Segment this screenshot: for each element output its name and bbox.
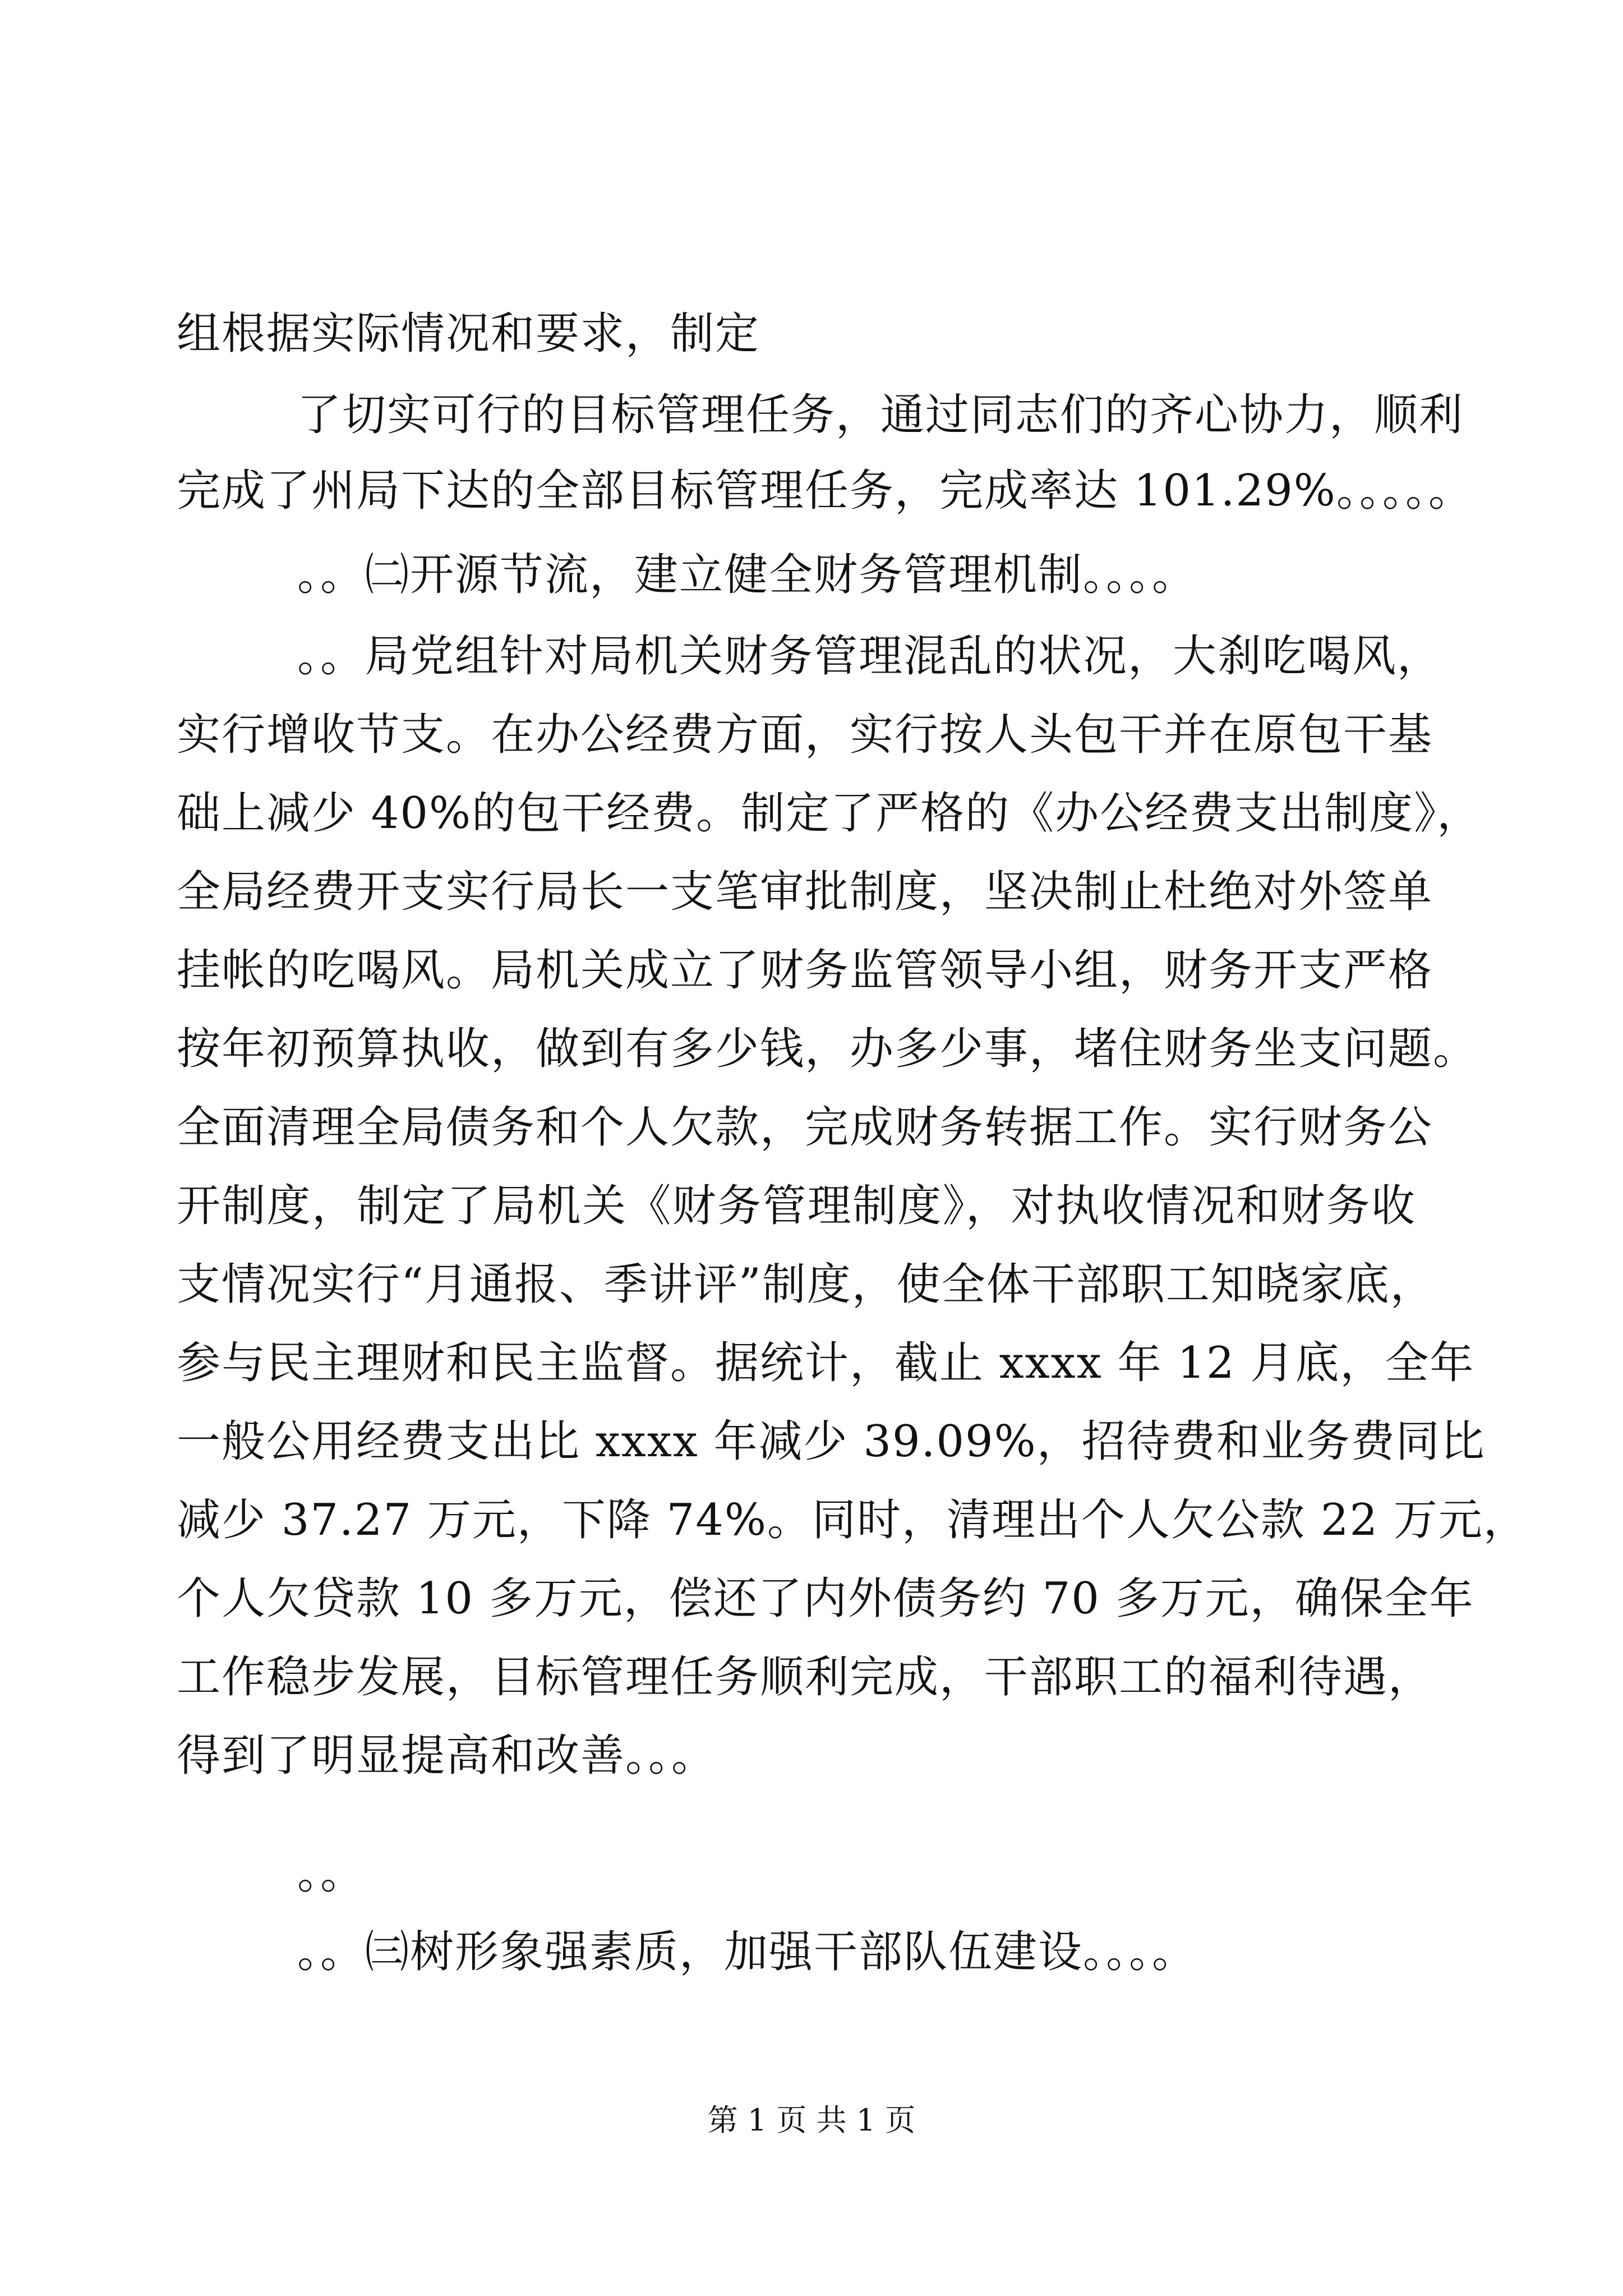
section-heading: 。。㈡开源节流，建立健全财务管理机制。。。。: [297, 550, 1197, 600]
text-line: 了切实可行的目标管理任务，通过同志们的齐心协力，顺利: [297, 390, 1464, 440]
text-line: 础上减少 40%的包干经费。制定了严格的《办公经费支出制度》，: [177, 788, 1482, 839]
text-line: 完成了州局下达的全部目标管理任务，完成率达 101.29%。。。。。: [177, 466, 1473, 516]
text-line: 按年初预算执收，做到有多少钱，办多少事，堵住财务坐支问题。: [177, 1024, 1478, 1074]
text-line: 。。局党组针对局机关财务管理混乱的状况，大刹吃喝风，: [297, 631, 1442, 682]
text-line: 全局经费开支实行局长一支笔审批制度，坚决制止杜绝对外签单: [177, 867, 1433, 917]
text-line: 参与民主理财和民主监督。据统计，截止 xxxx 年 12 月底，全年: [177, 1338, 1475, 1388]
text-line: 。。: [297, 1848, 366, 1899]
text-line: 挂帐的吃喝风。局机关成立了财务监管领导小组，财务开支严格: [177, 945, 1433, 996]
text-line: 减少 37.27 万元，下降 74%。同时，清理出个人欠公款 22 万元，: [177, 1495, 1528, 1545]
text-line: 得到了明显提高和改善。。。: [177, 1731, 717, 1781]
text-line: 开制度，制定了局机关《财务管理制度》，对执收情况和财务收: [177, 1181, 1416, 1231]
text-line: 个人欠贷款 10 多万元，偿还了内外债务约 70 多万元，确保全年: [177, 1573, 1474, 1624]
text-line: 实行增收节支。在办公经费方面，实行按人头包干并在原包干基: [177, 710, 1433, 760]
page-number-footer: 第 1 页 共 1 页: [707, 2102, 916, 2138]
text-line: 全面清理全局债务和个人欠款，完成财务转据工作。实行财务公: [177, 1102, 1433, 1153]
text-line: 组根据实际情况和要求，制定: [177, 309, 760, 359]
text-line: 支情况实行“月通报、季讲评”制度，使全体干部职工知晓家底，: [177, 1259, 1435, 1310]
text-line: 工作稳步发展，目标管理任务顺利完成，干部职工的福利待遇，: [177, 1652, 1433, 1703]
text-line: 一般公用经费支出比 xxxx 年减少 39.09%，招待费和业务费同比: [177, 1416, 1486, 1467]
section-heading: 。。㈢树形象强素质，加强干部队伍建设。。。。: [297, 1927, 1197, 1977]
